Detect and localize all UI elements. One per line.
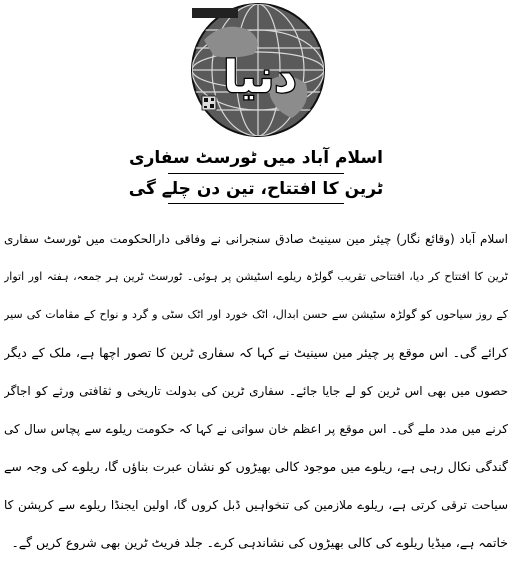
article-line: حصوں میں بھی اس ٹرین کو لے جایا جائے۔ سفاری ٹرین کی بدولت تاریخی و ثقافتی ورثے کو اجاگر	[4, 384, 508, 398]
headline-sub: ٹرین کا افتتاح، تین دن چلے گی	[128, 179, 384, 199]
dunya-logo	[184, 0, 332, 140]
article-line: سیاحت ترقی کرتی ہے، ریلوے ملازمین کی تنخواہیں ڈبل کروں گا، اولین ایجنڈا ریلوے سے کرپشن کا	[4, 498, 508, 512]
article-line: ٹرین کا افتتاح کر دیا، افتتاحی تقریب گولڑہ ریلوے اسٹیشن پر ہوئی۔ ٹورسٹ ٹرین ہر جمعہ، ہفتہ اور اتوار	[4, 270, 508, 283]
article-line: کرائے گی۔ اس موقع پر چیئر مین سینیٹ نے کہا کہ سفاری ٹرین کا تصور اچھا ہے، ملک کے دیگر	[4, 345, 508, 360]
article-line: اسلام آباد (وقائع نگار) چیئر مین سینیٹ صادق سنجرانی نے وفاقی دارالحکومت میں ٹورسٹ سفاری	[4, 232, 508, 246]
article-body	[4, 224, 508, 566]
article-line: کرنے میں مدد ملے گی۔ اس موقع پر اعظم خان سواتی نے کہا کہ حکومت ریلوے سے پچاس سال کی	[4, 422, 508, 436]
headline-divider	[168, 173, 344, 174]
article-line: گندگی نکال رہی ہے، ریلوے میں موجود کالی بھیڑوں کو نشان عبرت بناؤں گا، ریلوے کی وجہ سے	[4, 459, 508, 474]
logo-wordmark: دنیا	[223, 52, 297, 103]
article-line: کے روز سیاحوں کو گولڑہ سٹیشن سے حسن ابدال، اٹک خورد اور اٹک سٹی و گرد و نواح کے مقامات کی سیر	[4, 308, 508, 321]
article-line: خاتمہ ہے، میڈیا ریلوے کی کالی بھیڑوں کی نشاندہی کرے۔ جلد فریٹ ٹرین بھی شروع کریں گے۔	[11, 535, 508, 550]
headline-underline	[168, 203, 344, 204]
headline-main: اسلام آباد میں ٹورسٹ سفاری	[129, 148, 383, 168]
